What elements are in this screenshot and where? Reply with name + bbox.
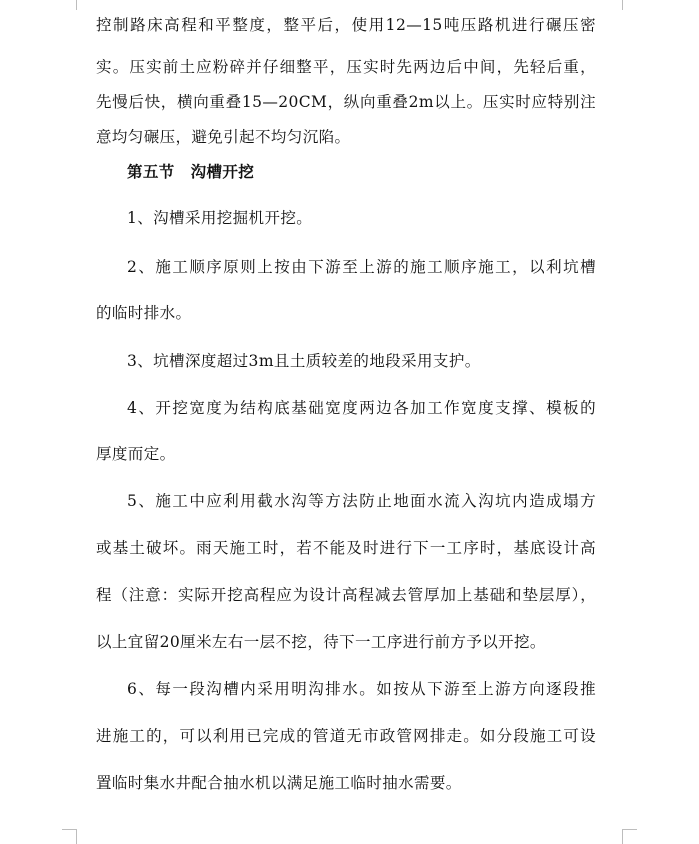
- paragraph-5-line: 程（注意：实际开挖高程应为设计高程减去管厚加上基础和垫层厚），: [96, 586, 596, 604]
- paragraph-6-line: 进施工的，可以利用已完成的管道无市政管网排走。如分段施工可设: [96, 727, 596, 745]
- page-corner-mark-top-right: [622, 0, 637, 10]
- paragraph-2-line: 的临时排水。: [96, 304, 192, 322]
- paragraph-3-line: 3、坑槽深度超过3m且土质较差的地段采用支护。: [127, 352, 481, 370]
- paragraph-4-line: 4、开挖宽度为结构底基础宽度两边各加工作宽度支撑、模板的: [127, 399, 596, 417]
- paragraph-5-line: 5、施工中应利用截水沟等方法防止地面水流入沟坑内造成塌方: [127, 492, 596, 510]
- paragraph-5-line: 或基土破坏。雨天施工时，若不能及时进行下一工序时，基底设计高: [96, 539, 596, 557]
- paragraph-5-line: 以上宜留20厘米左右一层不挖，待下一工序进行前方予以开挖。: [96, 633, 546, 651]
- paragraph-6-line: 置临时集水井配合抽水机以满足施工临时抽水需要。: [96, 774, 462, 792]
- paragraph-2-line: 2、施工顺序原则上按由下游至上游的施工顺序施工，以利坑槽: [127, 258, 596, 276]
- body-text-line: 先慢后快，横向重叠15—20CM，纵向重叠2m以上。压实时应特别注: [96, 93, 596, 111]
- paragraph-4-line: 厚度而定。: [96, 445, 176, 463]
- body-text-line: 实。压实前土应粉碎并仔细整平，压实时先两边后中间，先轻后重，: [96, 58, 596, 76]
- page-corner-mark-top-left: [62, 0, 77, 10]
- paragraph-6-line: 6、每一段沟槽内采用明沟排水。如按从下游至上游方向逐段推: [127, 680, 596, 698]
- paragraph-1-line: 1、沟槽采用挖掘机开挖。: [127, 209, 313, 227]
- body-text-line: 控制路床高程和平整度，整平后，使用12—15吨压路机进行碾压密: [96, 16, 596, 34]
- section-heading: 第五节 沟槽开挖: [127, 162, 255, 181]
- body-text-line: 意均匀碾压，避免引起不均匀沉陷。: [96, 128, 351, 146]
- page-corner-mark-bottom-right: [622, 829, 637, 844]
- page-corner-mark-bottom-left: [62, 829, 77, 844]
